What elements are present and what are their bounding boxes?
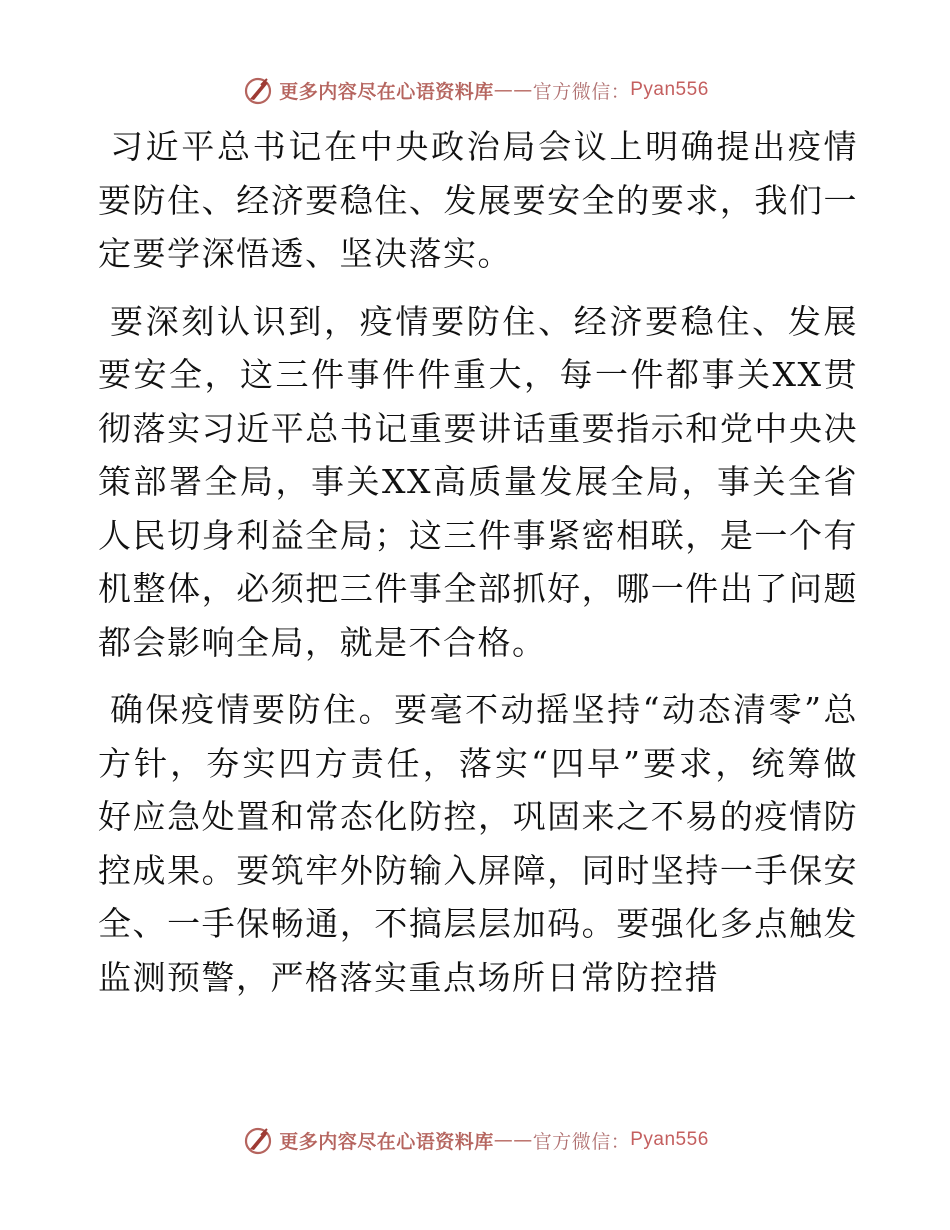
feather-pen-logo-icon [241, 1123, 275, 1157]
document-body [98, 120, 858, 1018]
watermark-wechat-label: 官方微信： [532, 80, 631, 103]
watermark-dash: —— [493, 79, 533, 101]
header-watermark [0, 70, 950, 110]
watermark-wechat-id: Pyan556 [630, 79, 709, 100]
footer-watermark [0, 1120, 950, 1160]
feather-pen-logo-icon [241, 73, 275, 107]
watermark-text: 更多内容尽在心语资料库 [279, 1130, 494, 1153]
watermark-wechat-id: Pyan556 [630, 1129, 709, 1150]
watermark-wechat-label: 官方微信： [532, 1130, 631, 1153]
paragraph-1: 习近平总书记在中央政治局会议上明确提出疫情要防住、经济要稳住、发展要安全的要求，我们一定要学深悟透、坚决落实。 [98, 127, 858, 273]
paragraph-2: 要深刻认识到，疫情要防住、经济要稳住、发展要安全，这三件事件件重大，每一件都事关XX贯彻落实习近平总书记重要讲话重要指示和党中央决策部署全局，事关XX高质量发展全局，事关全省人民切身利益全局；这三件事紧密相联，是一个有机整体，必须把三件事全部抓好，哪一件出了问题都会影响全局，就是不合格。 [98, 301, 858, 662]
paragraph-3: 确保疫情要防住。要毫不动摇坚持“动态清零”总方针，夯实四方责任，落实“四早”要求，统筹做好应急处置和常态化防控，巩固来之不易的疫情防控成果。要筑牢外防输入屏障，同时坚持一手保安全、一手保畅通，不搞层层加码。要强化多点触发监测预警，严格落实重点场所日常防控措 [98, 690, 858, 997]
watermark-dash: —— [493, 1129, 533, 1151]
watermark-text: 更多内容尽在心语资料库 [279, 80, 494, 103]
